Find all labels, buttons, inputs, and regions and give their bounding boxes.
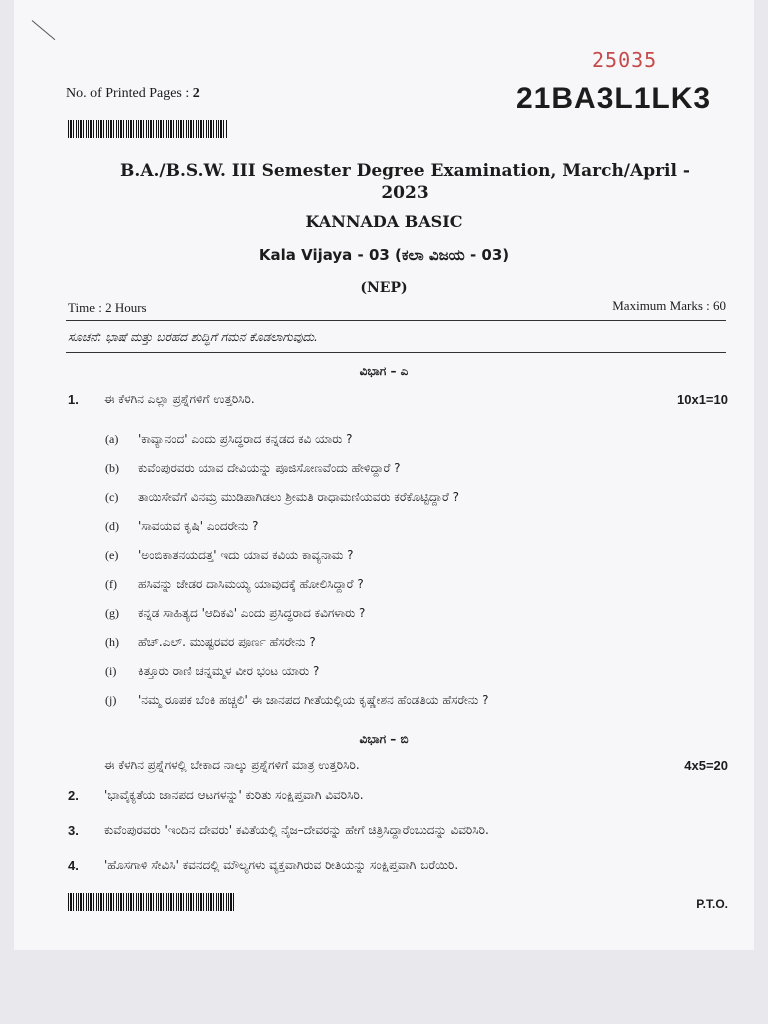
- printed-pages-value: 2: [192, 86, 200, 101]
- exam-title-line1: B.A./B.S.W. III Semester Degree Examination, March/April -: [120, 161, 690, 181]
- exam-title-line2: 2023: [381, 183, 429, 203]
- question-3-text: ಕುವೆಂಪುರವರು 'ಇಂದಿನ ದೇವರು' ಕವಿತೆಯಲ್ಲಿ ನೈಜ–ದೇವರನ್ನು ಹೇಗೆ ಚಿತ್ರಿಸಿದ್ದಾರೆಂಬುದನ್ನು ವಿವರಿಸಿರಿ.: [104, 823, 489, 837]
- instruction-note: ಸೂಚನೆ: ಭಾಷೆ ಮತ್ತು ಬರಹದ ಶುದ್ಧಿಗೆ ಗಮನ ಕೊಡಲಾಗುವುದು.: [68, 330, 318, 344]
- part-label: (f): [105, 577, 117, 591]
- question-4-text: 'ಹೊಸಗಾಳಿ ಸೇವಿಸಿ' ಕವನದಲ್ಲಿ ಮೌಲ್ಯಗಳು ವ್ಯಕ್ತವಾಗಿರುವ ರೀತಿಯನ್ನು ಸಂಕ್ಷಿಪ್ತವಾಗಿ ಬರೆಯಿರಿ.: [104, 858, 459, 872]
- scheme-label: (NEP): [360, 280, 408, 296]
- part-text: ಕನ್ನಡ ಸಾಹಿತ್ಯದ 'ಆದಿಕವಿ' ಎಂದು ಪ್ರಸಿದ್ಧರಾದ ಕವಿಗಳಾರು ?: [138, 606, 366, 620]
- exam-title: [60, 160, 750, 204]
- part-label: (b): [105, 461, 119, 475]
- question-1-text: ಈ ಕೆಳಗಿನ ಎಲ್ಲಾ ಪ್ರಶ್ನೆಗಳಿಗೆ ಉತ್ತರಿಸಿರಿ.: [104, 392, 255, 406]
- part-label: (e): [105, 548, 119, 562]
- maximum-marks: Maximum Marks : 60: [612, 298, 726, 313]
- part-text: 'ಸಾವಯವ ಕೃಷಿ' ಎಂದರೇನು ?: [138, 519, 259, 533]
- paper-name: Kala Vijaya - 03 (ಕಲಾ ವಿಜಯ - 03): [258, 246, 510, 264]
- part-label: (j): [105, 693, 117, 707]
- barcode-bottom: [68, 893, 234, 911]
- part-label: (c): [105, 490, 119, 504]
- paper-code: 21BA3L1LK3: [516, 82, 712, 115]
- divider-top: [66, 320, 726, 321]
- divider-bottom: [66, 352, 726, 353]
- question-number-1: 1.: [68, 392, 79, 407]
- question-number-2: 2.: [68, 788, 79, 803]
- part-text: ಹೆಚ್.ಎಲ್. ಮುಷ್ಟರವರ ಪೂರ್ಣ ಹೆಸರೇನು ?: [138, 635, 316, 649]
- section-b-instruction: ಈ ಕೆಳಗಿನ ಪ್ರಶ್ನೆಗಳಲ್ಲಿ ಬೇಕಾದ ನಾಲ್ಕು ಪ್ರಶ್ನೆಗಳಿಗೆ ಮಾತ್ರ ಉತ್ತರಿಸಿರಿ.: [104, 758, 360, 772]
- handwritten-number: 25035: [592, 48, 658, 72]
- part-label: (d): [105, 519, 119, 533]
- part-text: ತಾಯಿಸೇವೆಗೆ ವಿನಮ್ರ ಮುಡಿಪಾಗಿಡಲು ಶ್ರೀಮತಿ ರಾಧಾಮಣಿಯವರು ಕರೆಕೊಟ್ಟಿದ್ದಾರೆ ?: [138, 490, 459, 504]
- part-label: (g): [105, 606, 119, 620]
- question-1-marks: 10x1=10: [677, 392, 728, 407]
- part-text: 'ನಮ್ಮ ರೂಪಕ ಬೆಂಕಿ ಹಚ್ಚಲಿ' ಈ ಜಾನಪದ ಗೀತೆಯಲ್ಲಿಯ ಕೃಷ್ಣೇಶನ ಹೆಂಡತಿಯ ಹೆಸರೇನು ?: [138, 693, 489, 707]
- part-label: (a): [105, 432, 119, 446]
- section-a-heading: ವಿಭಾಗ – ಎ: [359, 364, 409, 378]
- question-number-4: 4.: [68, 858, 79, 873]
- printed-pages: [66, 86, 200, 102]
- subject-title: KANNADA BASIC: [305, 212, 463, 231]
- printed-pages-label: No. of Printed Pages :: [66, 86, 190, 101]
- part-label: (h): [105, 635, 119, 649]
- part-label: (i): [105, 664, 117, 678]
- question-2-text: 'ಭಾವೈಕ್ಯತೆಯ ಜಾನಪದ ಆಟಗಳನ್ನು' ಕುರಿತು ಸಂಕ್ಷಿಪ್ತವಾಗಿ ವಿವರಿಸಿರಿ.: [104, 788, 364, 802]
- question-number-3: 3.: [68, 823, 79, 838]
- part-text: ಹಸಿವನ್ನು ಜೇಡರ ದಾಸಿಮಯ್ಯ ಯಾವುದಕ್ಕೆ ಹೋಲಿಸಿದ್ದಾರೆ ?: [138, 577, 364, 591]
- part-text: ಕುವೆಂಪುರವರು ಯಾವ ದೇವಿಯನ್ನು ಪೂಜಿಸೋಣವೆಂದು ಹೇಳಿದ್ದಾರೆ ?: [138, 461, 401, 475]
- section-b-marks: 4x5=20: [684, 758, 728, 773]
- part-text: ಕಿತ್ತೂರು ರಾಣಿ ಚನ್ನಮ್ಮಳ ವೀರ ಭಂಟ ಯಾರು ?: [138, 664, 320, 678]
- pto-label: P.T.O.: [696, 897, 728, 911]
- section-b-heading: ವಿಭಾಗ – ಬಿ: [359, 732, 409, 746]
- part-text: 'ಅಂಬಿಕಾತನಯದತ್ತ' ಇದು ಯಾವ ಕವಿಯ ಕಾವ್ಯನಾಮ ?: [138, 548, 354, 562]
- part-text: 'ಕಾವ್ಯಾನಂದ' ಎಂದು ಪ್ರಸಿದ್ಧರಾದ ಕನ್ನಡದ ಕವಿ ಯಾರು ?: [138, 432, 353, 446]
- barcode-top: [68, 120, 228, 138]
- time-allowed: Time : 2 Hours: [68, 300, 147, 315]
